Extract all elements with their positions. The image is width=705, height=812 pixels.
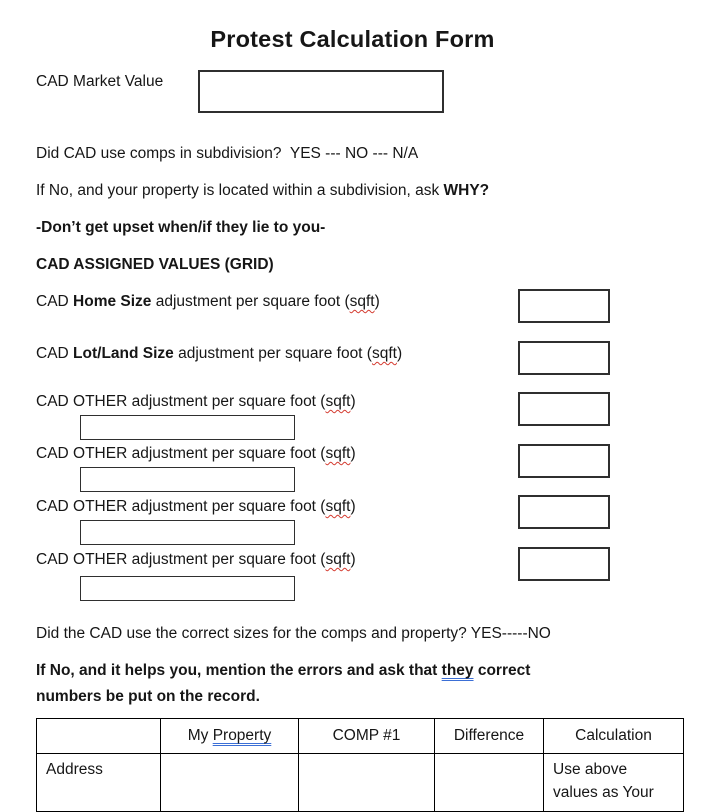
adjustment-label-lot-land-size — [36, 344, 402, 364]
other-3-value-box[interactable] — [518, 495, 610, 529]
label-text: CAD OTHER — [36, 445, 128, 462]
misspelled-word: sqft — [325, 551, 351, 568]
advice-line-1 — [36, 661, 530, 681]
other-1-value-box[interactable] — [518, 392, 610, 426]
address-calculation-cell[interactable] — [544, 754, 684, 812]
correct-sizes-question: Did the CAD use the correct sizes for the comps and property? YES-----NO — [36, 625, 551, 642]
label-text: adjustment per square foot ( — [127, 393, 326, 410]
comparison-table-header-row — [37, 719, 684, 754]
adjustment-label-other-2 — [36, 444, 356, 464]
header-cell-comp1[interactable]: COMP #1 — [299, 719, 435, 754]
if-no-question — [36, 181, 489, 201]
grid-heading: CAD ASSIGNED VALUES (GRID) — [36, 256, 274, 273]
calculation-note-line-2: values as Your — [553, 784, 654, 801]
label-text: ) — [350, 445, 356, 462]
other-3-description-box[interactable] — [80, 520, 295, 545]
adjustment-label-other-1 — [36, 392, 356, 412]
grammar-flagged-word: they — [441, 662, 474, 679]
misspelled-word: sqft — [325, 498, 351, 515]
other-1-description-box[interactable] — [80, 415, 295, 440]
address-my-property-cell[interactable] — [161, 754, 299, 812]
label-text: adjustment per square foot ( — [151, 293, 350, 310]
address-row — [37, 754, 684, 812]
cad-market-value-box[interactable] — [198, 70, 444, 113]
cad-market-value-label: CAD Market Value — [36, 73, 164, 90]
label-text: ) — [350, 393, 356, 410]
page-title: Protest Calculation Form — [210, 26, 495, 52]
label-text: CAD OTHER — [36, 393, 128, 410]
label-bold: Home Size — [73, 293, 152, 310]
address-difference-cell[interactable] — [435, 754, 544, 812]
comparison-table — [36, 718, 684, 812]
label-text: adjustment per square foot ( — [127, 445, 326, 462]
if-no-question-text: If No, and your property is located within a subdivision, ask — [36, 182, 444, 199]
label-text: adjustment per square foot ( — [173, 345, 372, 362]
address-comp1-cell[interactable] — [299, 754, 435, 812]
adjustment-label-other-4 — [36, 550, 356, 570]
header-cell-my-property[interactable] — [161, 719, 299, 754]
label-text: adjustment per square foot ( — [127, 498, 326, 515]
header-cell-calculation[interactable]: Calculation — [544, 719, 684, 754]
home-size-value-box[interactable] — [518, 289, 610, 323]
label-text: CAD OTHER — [36, 498, 128, 515]
comps-question: Did CAD use comps in subdivision? YES --- NO --- N/A — [36, 145, 419, 162]
grammar-flagged-word: Property — [212, 727, 272, 744]
misspelled-word: sqft — [371, 345, 397, 362]
label-text: ) — [396, 345, 403, 362]
misspelled-word: sqft — [325, 445, 351, 462]
label-text: adjustment per square foot ( — [127, 551, 326, 568]
advice-text: correct — [473, 662, 531, 679]
misspelled-word: sqft — [325, 393, 351, 410]
lot-land-size-value-box[interactable] — [518, 341, 610, 375]
other-2-value-box[interactable] — [518, 444, 610, 478]
label-text: ) — [374, 293, 380, 310]
warning-note: -Don’t get upset when/if they lie to you- — [36, 219, 326, 236]
header-cell-difference[interactable]: Difference — [435, 719, 544, 754]
label-text: ) — [350, 498, 356, 515]
other-4-value-box[interactable] — [518, 547, 610, 581]
address-label-cell[interactable]: Address — [37, 754, 161, 812]
advice-line-2: numbers be put on the record. — [36, 688, 260, 705]
label-text: ) — [350, 551, 356, 568]
calculation-note-line-1: Use above — [553, 761, 628, 778]
misspelled-word: sqft — [349, 293, 375, 310]
header-text: My — [187, 727, 213, 744]
comparison-table-grid — [36, 718, 684, 812]
header-cell-blank[interactable] — [37, 719, 161, 754]
adjustment-label-home-size — [36, 292, 380, 312]
advice-text: If No, and it helps you, mention the errors and ask that — [36, 662, 442, 679]
other-2-description-box[interactable] — [80, 467, 295, 492]
adjustment-label-other-3 — [36, 497, 356, 517]
label-text: CAD — [36, 345, 74, 362]
label-bold: Lot/Land Size — [73, 345, 174, 362]
other-4-description-box[interactable] — [80, 576, 295, 601]
label-text: CAD — [36, 293, 74, 310]
if-no-question-emphasis: WHY? — [443, 182, 490, 199]
label-text: CAD OTHER — [36, 551, 128, 568]
